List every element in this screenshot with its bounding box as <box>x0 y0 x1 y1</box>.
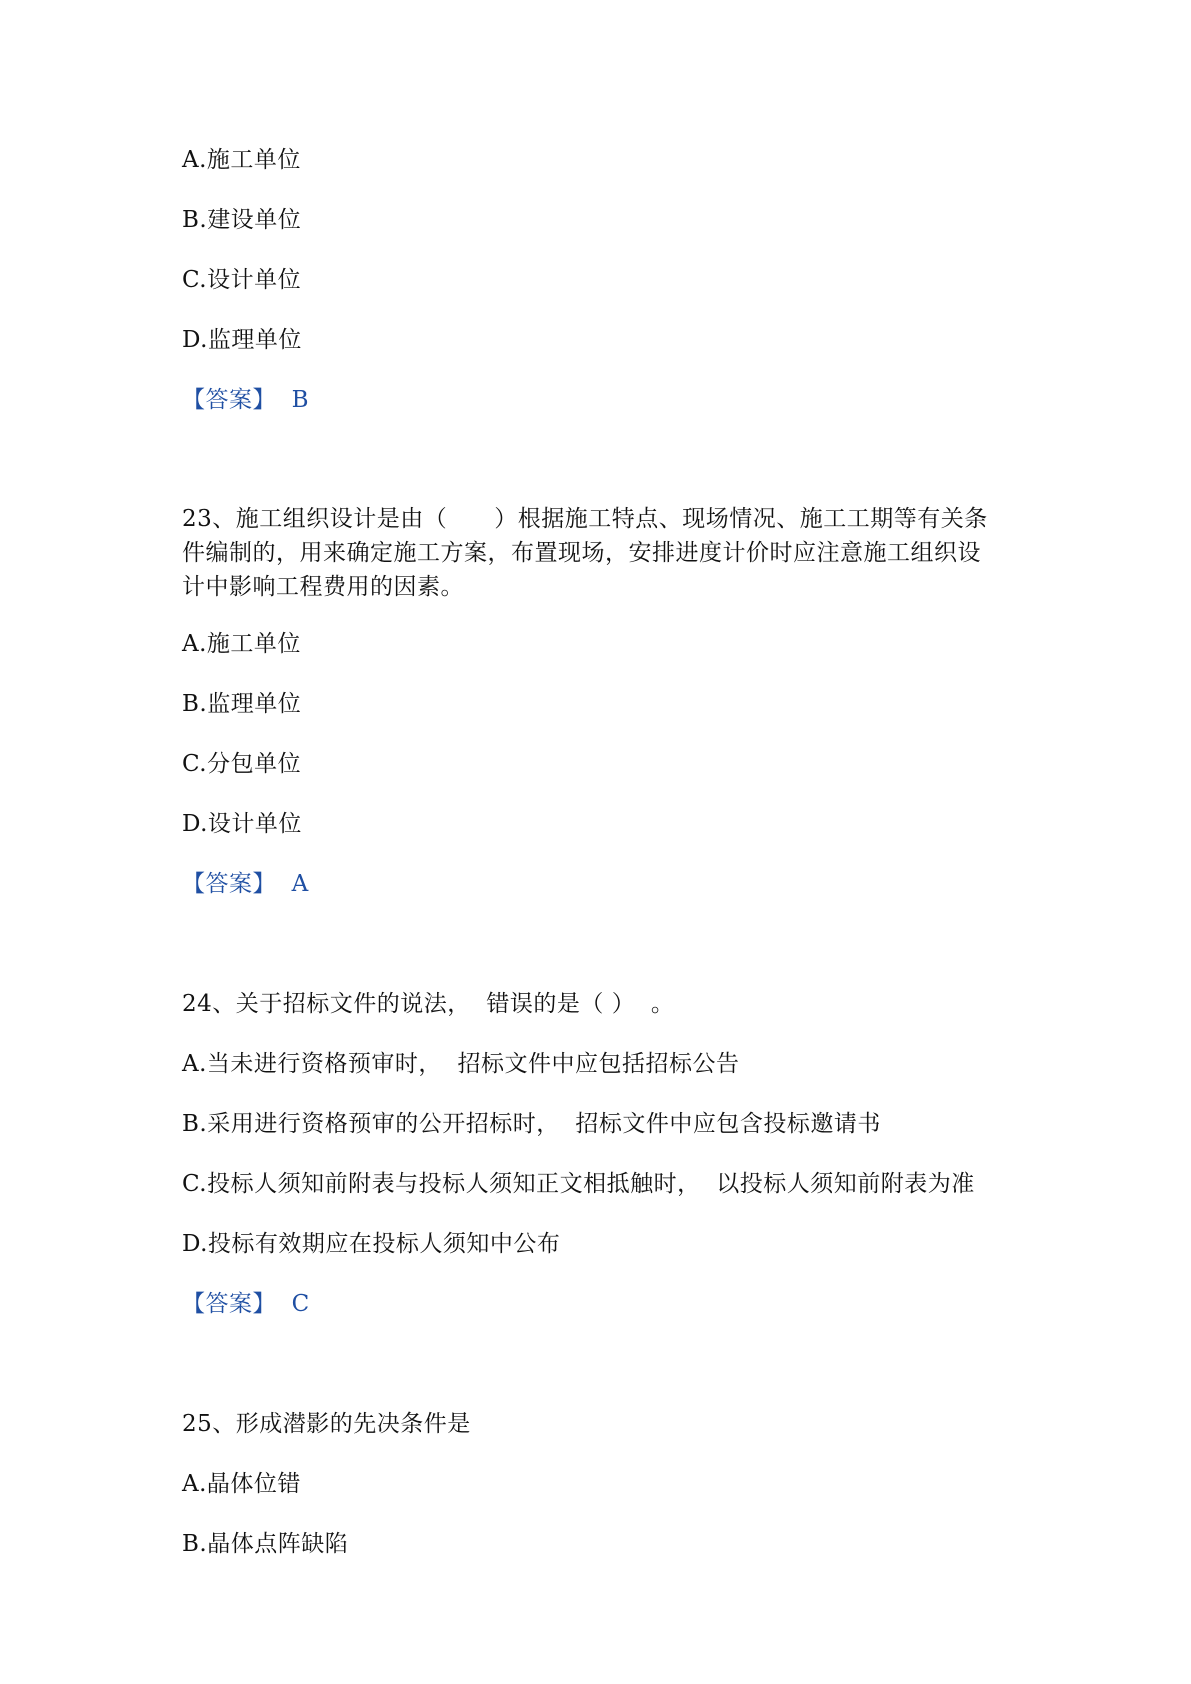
q23-option-c: C.分包单位 <box>182 751 302 777</box>
q23-stem-line-1: 23、施工组织设计是由（ ）根据施工特点、现场情况、施工工期等有关条 <box>182 506 988 532</box>
q24-answer <box>182 1292 310 1316</box>
q23-option-d: D.设计单位 <box>182 811 302 837</box>
q25-option-a: A.晶体位错 <box>182 1471 301 1497</box>
answer-value: A <box>291 871 309 897</box>
q24-option-d: D.投标有效期应在投标人须知中公布 <box>182 1231 561 1257</box>
prev-option-c: C.设计单位 <box>182 267 302 293</box>
answer-value: C <box>291 1291 310 1317</box>
q24-stem: 24、关于招标文件的说法， 错误的是（ ） 。 <box>182 991 675 1017</box>
q25-stem: 25、形成潜影的先决条件是 <box>182 1411 471 1437</box>
q23-stem-line-3: 计中影响工程费用的因素。 <box>182 574 464 600</box>
q24-option-a: A.当未进行资格预审时， 招标文件中应包括招标公告 <box>182 1051 740 1077</box>
q23-option-b: B.监理单位 <box>182 691 302 717</box>
prev-option-b: B.建设单位 <box>182 207 302 233</box>
answer-label: 【答案】 <box>182 387 276 413</box>
q24-option-c: C.投标人须知前附表与投标人须知正文相抵触时， 以投标人须知前附表为准 <box>182 1171 975 1197</box>
q25-option-b: B.晶体点阵缺陷 <box>182 1531 349 1557</box>
prev-answer <box>182 388 309 412</box>
q23-stem-line-2: 件编制的，用来确定施工方案，布置现场，安排进度计价时应注意施工组织设 <box>182 540 981 566</box>
q23-answer <box>182 872 309 896</box>
answer-label: 【答案】 <box>182 871 276 897</box>
q23-option-a: A.施工单位 <box>182 631 301 657</box>
q23-stem <box>182 502 1012 604</box>
q24-option-b: B.采用进行资格预审的公开招标时， 招标文件中应包含投标邀请书 <box>182 1111 881 1137</box>
answer-label: 【答案】 <box>182 1291 276 1317</box>
prev-option-d: D.监理单位 <box>182 327 302 353</box>
answer-value: B <box>291 387 310 413</box>
prev-option-a: A.施工单位 <box>182 147 301 173</box>
